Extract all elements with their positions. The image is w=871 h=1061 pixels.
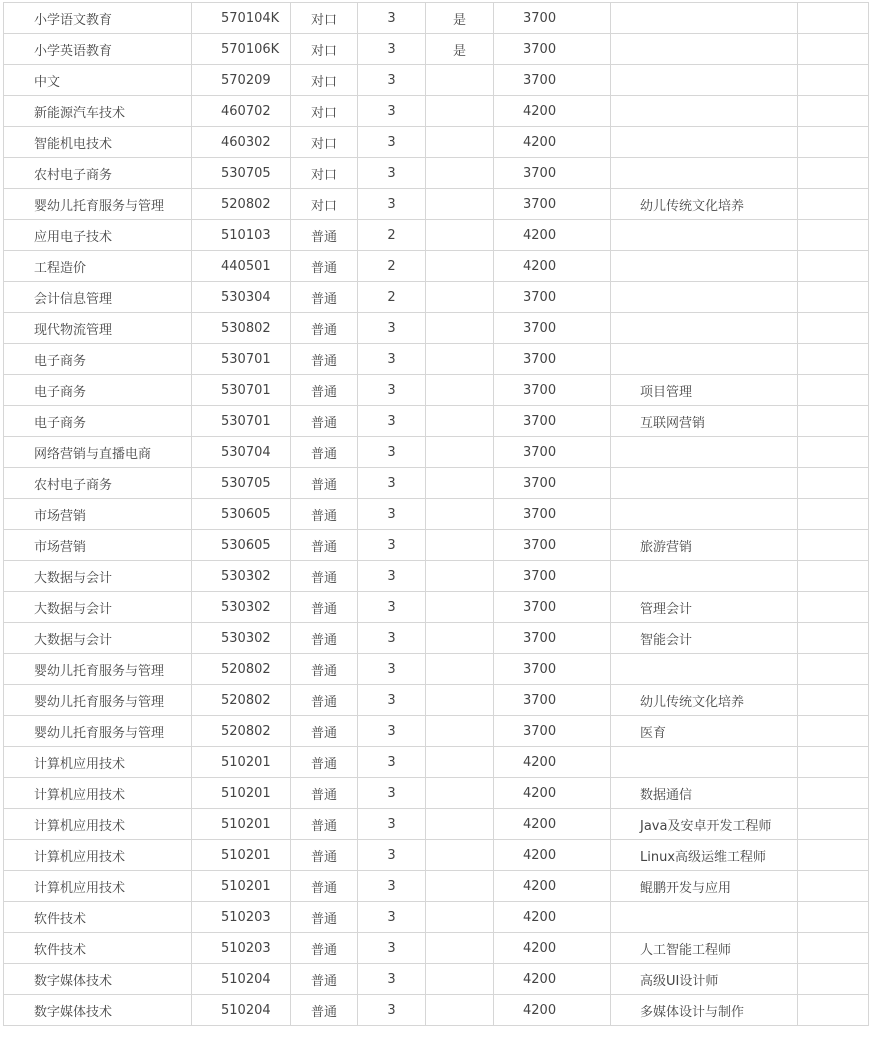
direction-cell <box>611 282 798 313</box>
table-row <box>4 902 869 933</box>
table-row <box>4 716 869 747</box>
direction-cell <box>611 251 798 282</box>
duration-cell: 3 <box>358 654 426 685</box>
flag-cell <box>426 65 494 96</box>
note-cell <box>798 902 869 933</box>
direction-cell: 人工智能工程师 <box>611 933 798 964</box>
note-cell <box>798 3 869 34</box>
enrollment-type-cell: 普通 <box>291 995 358 1026</box>
direction-cell <box>611 437 798 468</box>
note-cell <box>798 34 869 65</box>
major-code-cell: 510201 <box>192 809 291 840</box>
tuition-cell: 3700 <box>494 158 611 189</box>
flag-cell <box>426 313 494 344</box>
major-code-cell: 460302 <box>192 127 291 158</box>
flag-cell <box>426 778 494 809</box>
enrollment-type-cell: 普通 <box>291 623 358 654</box>
major-name-cell: 数字媒体技术 <box>4 995 192 1026</box>
major-code-cell: 530701 <box>192 406 291 437</box>
note-cell <box>798 995 869 1026</box>
direction-cell <box>611 96 798 127</box>
note-cell <box>798 468 869 499</box>
enrollment-type-cell: 普通 <box>291 840 358 871</box>
major-code-cell: 530802 <box>192 313 291 344</box>
flag-cell <box>426 685 494 716</box>
duration-cell: 3 <box>358 964 426 995</box>
table-row <box>4 313 869 344</box>
enrollment-type-cell: 普通 <box>291 685 358 716</box>
major-name-cell: 网络营销与直播电商 <box>4 437 192 468</box>
major-name-cell: 智能机电技术 <box>4 127 192 158</box>
duration-cell: 3 <box>358 685 426 716</box>
major-code-cell: 510201 <box>192 840 291 871</box>
direction-cell <box>611 34 798 65</box>
major-code-cell: 440501 <box>192 251 291 282</box>
enrollment-type-cell: 普通 <box>291 220 358 251</box>
direction-cell <box>611 654 798 685</box>
major-code-cell: 510201 <box>192 747 291 778</box>
direction-cell <box>611 220 798 251</box>
enrollment-type-cell: 普通 <box>291 499 358 530</box>
tuition-cell: 4200 <box>494 902 611 933</box>
note-cell <box>798 375 869 406</box>
direction-cell: 互联网营销 <box>611 406 798 437</box>
tuition-cell: 4200 <box>494 127 611 158</box>
direction-cell <box>611 344 798 375</box>
tuition-cell: 3700 <box>494 716 611 747</box>
flag-cell <box>426 716 494 747</box>
table-row <box>4 127 869 158</box>
major-code-cell: 510103 <box>192 220 291 251</box>
enrollment-type-cell: 普通 <box>291 561 358 592</box>
duration-cell: 3 <box>358 158 426 189</box>
flag-cell <box>426 189 494 220</box>
flag-cell <box>426 158 494 189</box>
flag-cell <box>426 995 494 1026</box>
tuition-cell: 3700 <box>494 499 611 530</box>
table-row <box>4 468 869 499</box>
note-cell <box>798 499 869 530</box>
major-code-cell: 570104K <box>192 3 291 34</box>
major-name-cell: 计算机应用技术 <box>4 871 192 902</box>
duration-cell: 3 <box>358 499 426 530</box>
table-row <box>4 933 869 964</box>
tuition-cell: 3700 <box>494 34 611 65</box>
major-name-cell: 电子商务 <box>4 344 192 375</box>
tuition-cell: 3700 <box>494 685 611 716</box>
major-code-cell: 510203 <box>192 933 291 964</box>
duration-cell: 3 <box>358 933 426 964</box>
tuition-cell: 3700 <box>494 592 611 623</box>
enrollment-type-cell: 对口 <box>291 3 358 34</box>
flag-cell <box>426 654 494 685</box>
enrollment-type-cell: 普通 <box>291 406 358 437</box>
enrollment-type-cell: 普通 <box>291 251 358 282</box>
major-name-cell: 大数据与会计 <box>4 592 192 623</box>
duration-cell: 2 <box>358 251 426 282</box>
major-code-cell: 530705 <box>192 158 291 189</box>
flag-cell <box>426 592 494 623</box>
major-code-cell: 530704 <box>192 437 291 468</box>
major-code-cell: 510204 <box>192 964 291 995</box>
enrollment-type-cell: 对口 <box>291 158 358 189</box>
major-code-cell: 520802 <box>192 189 291 220</box>
note-cell <box>798 220 869 251</box>
major-code-cell: 520802 <box>192 685 291 716</box>
enrollment-type-cell: 普通 <box>291 747 358 778</box>
major-code-cell: 530701 <box>192 344 291 375</box>
direction-cell: Java及安卓开发工程师 <box>611 809 798 840</box>
flag-cell <box>426 220 494 251</box>
note-cell <box>798 685 869 716</box>
major-code-cell: 530302 <box>192 623 291 654</box>
table-row <box>4 747 869 778</box>
major-code-cell: 460702 <box>192 96 291 127</box>
table-row <box>4 220 869 251</box>
major-name-cell: 婴幼儿托育服务与管理 <box>4 716 192 747</box>
note-cell <box>798 406 869 437</box>
table-row <box>4 530 869 561</box>
major-name-cell: 会计信息管理 <box>4 282 192 313</box>
direction-cell: 幼儿传统文化培养 <box>611 189 798 220</box>
tuition-cell: 4200 <box>494 840 611 871</box>
duration-cell: 3 <box>358 437 426 468</box>
direction-cell: 数据通信 <box>611 778 798 809</box>
duration-cell: 3 <box>358 34 426 65</box>
direction-cell <box>611 65 798 96</box>
enrollment-type-cell: 普通 <box>291 313 358 344</box>
major-name-cell: 计算机应用技术 <box>4 809 192 840</box>
tuition-cell: 3700 <box>494 344 611 375</box>
duration-cell: 3 <box>358 623 426 654</box>
note-cell <box>798 964 869 995</box>
major-name-cell: 软件技术 <box>4 933 192 964</box>
enrollment-type-cell: 普通 <box>291 902 358 933</box>
major-code-cell: 520802 <box>192 654 291 685</box>
major-code-cell: 570106K <box>192 34 291 65</box>
note-cell <box>798 747 869 778</box>
note-cell <box>798 716 869 747</box>
enrollment-type-cell: 普通 <box>291 716 358 747</box>
table-row <box>4 871 869 902</box>
note-cell <box>798 871 869 902</box>
major-name-cell: 计算机应用技术 <box>4 747 192 778</box>
tuition-cell: 4200 <box>494 778 611 809</box>
tuition-cell: 4200 <box>494 747 611 778</box>
note-cell <box>798 437 869 468</box>
enrollment-type-cell: 对口 <box>291 96 358 127</box>
major-name-cell: 农村电子商务 <box>4 468 192 499</box>
direction-cell <box>611 468 798 499</box>
duration-cell: 3 <box>358 716 426 747</box>
major-name-cell: 市场营销 <box>4 530 192 561</box>
note-cell <box>798 778 869 809</box>
flag-cell <box>426 406 494 437</box>
major-name-cell: 现代物流管理 <box>4 313 192 344</box>
major-code-cell: 530701 <box>192 375 291 406</box>
tuition-cell: 3700 <box>494 3 611 34</box>
major-name-cell: 计算机应用技术 <box>4 778 192 809</box>
flag-cell: 是 <box>426 3 494 34</box>
note-cell <box>798 623 869 654</box>
enrollment-type-cell: 普通 <box>291 375 358 406</box>
tuition-cell: 3700 <box>494 530 611 561</box>
enrollment-type-cell: 对口 <box>291 189 358 220</box>
duration-cell: 3 <box>358 65 426 96</box>
tuition-cell: 3700 <box>494 375 611 406</box>
enrollment-type-cell: 普通 <box>291 933 358 964</box>
direction-cell: 项目管理 <box>611 375 798 406</box>
duration-cell: 3 <box>358 127 426 158</box>
tuition-cell: 4200 <box>494 964 611 995</box>
tuition-cell: 3700 <box>494 623 611 654</box>
major-code-cell: 530302 <box>192 592 291 623</box>
direction-cell: Linux高级运维工程师 <box>611 840 798 871</box>
major-name-cell: 软件技术 <box>4 902 192 933</box>
flag-cell <box>426 530 494 561</box>
table-row <box>4 778 869 809</box>
enrollment-type-cell: 普通 <box>291 344 358 375</box>
major-code-cell: 510201 <box>192 778 291 809</box>
duration-cell: 3 <box>358 406 426 437</box>
major-name-cell: 婴幼儿托育服务与管理 <box>4 685 192 716</box>
direction-cell <box>611 902 798 933</box>
note-cell <box>798 654 869 685</box>
major-code-cell: 510204 <box>192 995 291 1026</box>
note-cell <box>798 344 869 375</box>
major-name-cell: 农村电子商务 <box>4 158 192 189</box>
note-cell <box>798 313 869 344</box>
flag-cell <box>426 561 494 592</box>
enrollment-type-cell: 普通 <box>291 871 358 902</box>
duration-cell: 3 <box>358 468 426 499</box>
flag-cell <box>426 623 494 654</box>
enrollment-type-cell: 普通 <box>291 964 358 995</box>
table-row <box>4 282 869 313</box>
direction-cell <box>611 313 798 344</box>
tuition-cell: 4200 <box>494 220 611 251</box>
table-row <box>4 840 869 871</box>
table-row <box>4 344 869 375</box>
tuition-cell: 3700 <box>494 654 611 685</box>
note-cell <box>798 561 869 592</box>
direction-cell: 管理会计 <box>611 592 798 623</box>
duration-cell: 3 <box>358 809 426 840</box>
duration-cell: 3 <box>358 530 426 561</box>
enrollment-type-cell: 普通 <box>291 530 358 561</box>
major-name-cell: 计算机应用技术 <box>4 840 192 871</box>
flag-cell <box>426 840 494 871</box>
direction-cell: 多媒体设计与制作 <box>611 995 798 1026</box>
table-row <box>4 437 869 468</box>
major-code-cell: 530605 <box>192 499 291 530</box>
flag-cell <box>426 468 494 499</box>
enrollment-type-cell: 对口 <box>291 127 358 158</box>
duration-cell: 3 <box>358 313 426 344</box>
tuition-cell: 4200 <box>494 251 611 282</box>
note-cell <box>798 251 869 282</box>
note-cell <box>798 592 869 623</box>
major-name-cell: 市场营销 <box>4 499 192 530</box>
tuition-cell: 4200 <box>494 871 611 902</box>
enrollment-type-cell: 普通 <box>291 778 358 809</box>
major-name-cell: 新能源汽车技术 <box>4 96 192 127</box>
flag-cell <box>426 809 494 840</box>
tuition-cell: 4200 <box>494 96 611 127</box>
major-code-cell: 520802 <box>192 716 291 747</box>
note-cell <box>798 96 869 127</box>
duration-cell: 3 <box>358 902 426 933</box>
major-name-cell: 应用电子技术 <box>4 220 192 251</box>
duration-cell: 3 <box>358 778 426 809</box>
major-name-cell: 数字媒体技术 <box>4 964 192 995</box>
table-row <box>4 995 869 1026</box>
table-row <box>4 623 869 654</box>
major-code-cell: 530304 <box>192 282 291 313</box>
duration-cell: 3 <box>358 561 426 592</box>
enrollment-type-cell: 对口 <box>291 65 358 96</box>
direction-cell <box>611 3 798 34</box>
table-row <box>4 685 869 716</box>
major-name-cell: 小学英语教育 <box>4 34 192 65</box>
duration-cell: 3 <box>358 344 426 375</box>
table-row <box>4 406 869 437</box>
note-cell <box>798 840 869 871</box>
tuition-cell: 3700 <box>494 282 611 313</box>
enrollment-type-cell: 对口 <box>291 34 358 65</box>
table-row <box>4 158 869 189</box>
duration-cell: 3 <box>358 747 426 778</box>
enrollment-table <box>3 2 869 1026</box>
table-row <box>4 3 869 34</box>
enrollment-type-cell: 普通 <box>291 592 358 623</box>
note-cell <box>798 809 869 840</box>
direction-cell <box>611 158 798 189</box>
direction-cell: 智能会计 <box>611 623 798 654</box>
table-row <box>4 592 869 623</box>
major-name-cell: 大数据与会计 <box>4 561 192 592</box>
major-name-cell: 中文 <box>4 65 192 96</box>
duration-cell: 3 <box>358 96 426 127</box>
major-name-cell: 工程造价 <box>4 251 192 282</box>
flag-cell: 是 <box>426 34 494 65</box>
tuition-cell: 3700 <box>494 561 611 592</box>
duration-cell: 2 <box>358 282 426 313</box>
major-name-cell: 电子商务 <box>4 375 192 406</box>
table-row <box>4 375 869 406</box>
major-name-cell: 婴幼儿托育服务与管理 <box>4 654 192 685</box>
tuition-cell: 3700 <box>494 437 611 468</box>
tuition-cell: 4200 <box>494 933 611 964</box>
duration-cell: 3 <box>358 189 426 220</box>
duration-cell: 3 <box>358 840 426 871</box>
flag-cell <box>426 282 494 313</box>
table-row <box>4 96 869 127</box>
flag-cell <box>426 747 494 778</box>
flag-cell <box>426 902 494 933</box>
flag-cell <box>426 127 494 158</box>
flag-cell <box>426 437 494 468</box>
note-cell <box>798 65 869 96</box>
flag-cell <box>426 96 494 127</box>
duration-cell: 3 <box>358 3 426 34</box>
table-row <box>4 964 869 995</box>
table-row <box>4 809 869 840</box>
direction-cell: 旅游营销 <box>611 530 798 561</box>
duration-cell: 3 <box>358 375 426 406</box>
table-row <box>4 65 869 96</box>
table-row <box>4 189 869 220</box>
flag-cell <box>426 344 494 375</box>
duration-cell: 3 <box>358 592 426 623</box>
direction-cell <box>611 499 798 530</box>
enrollment-type-cell: 普通 <box>291 437 358 468</box>
tuition-cell: 3700 <box>494 406 611 437</box>
major-name-cell: 小学语文教育 <box>4 3 192 34</box>
note-cell <box>798 530 869 561</box>
note-cell <box>798 189 869 220</box>
note-cell <box>798 127 869 158</box>
tuition-cell: 3700 <box>494 468 611 499</box>
tuition-cell: 3700 <box>494 189 611 220</box>
major-code-cell: 510201 <box>192 871 291 902</box>
tuition-cell: 3700 <box>494 313 611 344</box>
major-code-cell: 530302 <box>192 561 291 592</box>
flag-cell <box>426 499 494 530</box>
enrollment-type-cell: 普通 <box>291 809 358 840</box>
major-code-cell: 530605 <box>192 530 291 561</box>
major-name-cell: 电子商务 <box>4 406 192 437</box>
table-row <box>4 499 869 530</box>
direction-cell: 高级UI设计师 <box>611 964 798 995</box>
major-code-cell: 510203 <box>192 902 291 933</box>
major-name-cell: 婴幼儿托育服务与管理 <box>4 189 192 220</box>
tuition-cell: 4200 <box>494 809 611 840</box>
direction-cell: 幼儿传统文化培养 <box>611 685 798 716</box>
duration-cell: 3 <box>358 995 426 1026</box>
major-code-cell: 530705 <box>192 468 291 499</box>
table-row <box>4 561 869 592</box>
enrollment-type-cell: 普通 <box>291 654 358 685</box>
major-code-cell: 570209 <box>192 65 291 96</box>
direction-cell: 医育 <box>611 716 798 747</box>
table-row <box>4 654 869 685</box>
flag-cell <box>426 375 494 406</box>
note-cell <box>798 282 869 313</box>
tuition-cell: 3700 <box>494 65 611 96</box>
direction-cell: 鲲鹏开发与应用 <box>611 871 798 902</box>
direction-cell <box>611 127 798 158</box>
enrollment-type-cell: 普通 <box>291 282 358 313</box>
tuition-cell: 4200 <box>494 995 611 1026</box>
enrollment-type-cell: 普通 <box>291 468 358 499</box>
table-body <box>4 3 869 1026</box>
duration-cell: 2 <box>358 220 426 251</box>
direction-cell <box>611 561 798 592</box>
note-cell <box>798 933 869 964</box>
flag-cell <box>426 251 494 282</box>
flag-cell <box>426 964 494 995</box>
direction-cell <box>611 747 798 778</box>
major-name-cell: 大数据与会计 <box>4 623 192 654</box>
flag-cell <box>426 871 494 902</box>
note-cell <box>798 158 869 189</box>
table-row <box>4 34 869 65</box>
duration-cell: 3 <box>358 871 426 902</box>
flag-cell <box>426 933 494 964</box>
table-row <box>4 251 869 282</box>
